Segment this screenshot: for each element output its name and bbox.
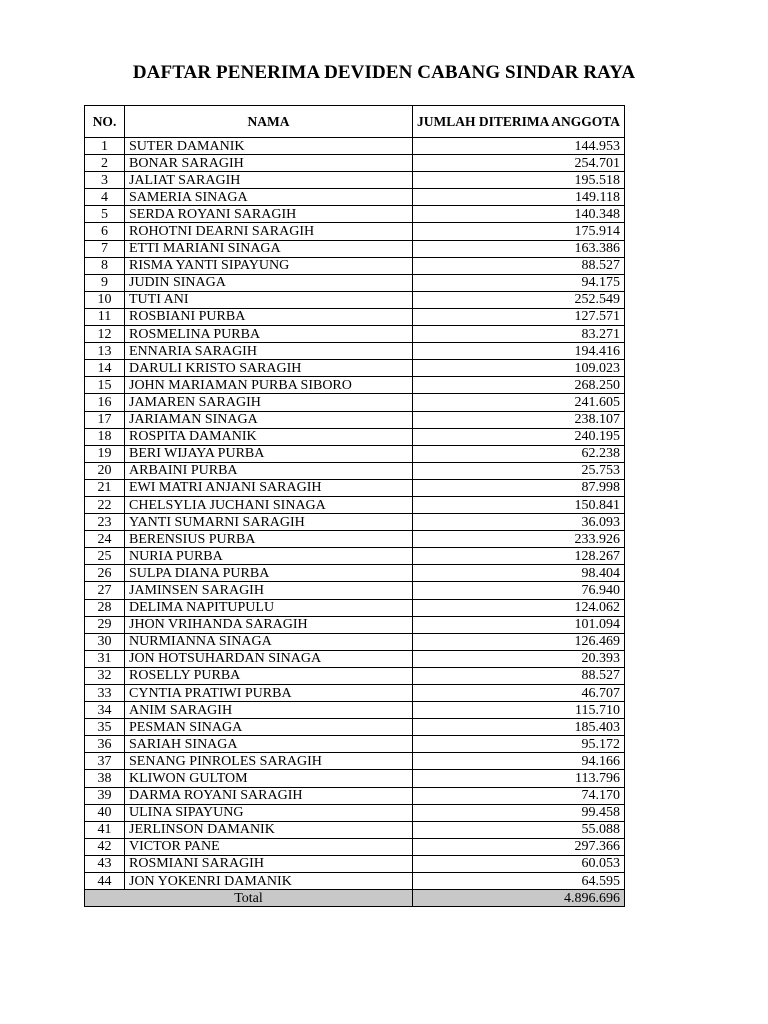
- recipient-name: JALIAT SARAGIH: [125, 172, 413, 189]
- row-number: 4: [85, 189, 125, 206]
- row-number: 37: [85, 753, 125, 770]
- amount-received: 127.571: [413, 308, 625, 325]
- amount-received: 94.166: [413, 753, 625, 770]
- amount-received: 64.595: [413, 873, 625, 890]
- recipient-name: ROSMELINA PURBA: [125, 326, 413, 343]
- amount-received: 140.348: [413, 206, 625, 223]
- table-body: [85, 138, 625, 890]
- recipient-name: SAMERIA SINAGA: [125, 189, 413, 206]
- recipient-name: DARULI KRISTO SARAGIH: [125, 360, 413, 377]
- row-number: 15: [85, 377, 125, 394]
- amount-received: 195.518: [413, 172, 625, 189]
- table-row: [85, 326, 625, 343]
- row-number: 12: [85, 326, 125, 343]
- amount-received: 194.416: [413, 343, 625, 360]
- recipient-name: ROHOTNI DEARNI SARAGIH: [125, 223, 413, 240]
- row-number: 16: [85, 394, 125, 411]
- table-row: [85, 377, 625, 394]
- amount-received: 99.458: [413, 804, 625, 821]
- amount-received: 74.170: [413, 787, 625, 804]
- recipient-name: SUTER DAMANIK: [125, 138, 413, 155]
- recipient-name: JUDIN SINAGA: [125, 274, 413, 291]
- table-row: [85, 565, 625, 582]
- table-header-row: [85, 106, 625, 138]
- row-number: 25: [85, 548, 125, 565]
- table-row: [85, 719, 625, 736]
- row-number: 5: [85, 206, 125, 223]
- recipient-name: SARIAH SINAGA: [125, 736, 413, 753]
- recipient-name: JARIAMAN SINAGA: [125, 411, 413, 428]
- document-title: DAFTAR PENERIMA DEVIDEN CABANG SINDAR RAYA: [132, 62, 636, 83]
- row-number: 39: [85, 787, 125, 804]
- amount-received: 98.404: [413, 565, 625, 582]
- amount-received: 115.710: [413, 702, 625, 719]
- amount-received: 128.267: [413, 548, 625, 565]
- recipient-name: JAMAREN SARAGIH: [125, 394, 413, 411]
- recipient-name: JOHN MARIAMAN PURBA SIBORO: [125, 377, 413, 394]
- table-row: [85, 411, 625, 428]
- amount-received: 268.250: [413, 377, 625, 394]
- recipient-name: ETTI MARIANI SINAGA: [125, 240, 413, 257]
- amount-received: 25.753: [413, 462, 625, 479]
- amount-received: 175.914: [413, 223, 625, 240]
- recipient-name: ROSBIANI PURBA: [125, 308, 413, 325]
- recipient-name: PESMAN SINAGA: [125, 719, 413, 736]
- table-row: [85, 633, 625, 650]
- amount-received: 55.088: [413, 821, 625, 838]
- table-row: [85, 291, 625, 308]
- amount-received: 126.469: [413, 633, 625, 650]
- recipient-name: DELIMA NAPITUPULU: [125, 599, 413, 616]
- table-row: [85, 531, 625, 548]
- table-row: [85, 394, 625, 411]
- row-number: 44: [85, 873, 125, 890]
- table-row: [85, 462, 625, 479]
- table-row: [85, 838, 625, 855]
- table-row: [85, 514, 625, 531]
- recipient-name: ANIM SARAGIH: [125, 702, 413, 719]
- amount-received: 60.053: [413, 855, 625, 872]
- amount-received: 76.940: [413, 582, 625, 599]
- amount-received: 144.953: [413, 138, 625, 155]
- table-row: [85, 821, 625, 838]
- column-header-name: NAMA: [125, 106, 413, 138]
- row-number: 7: [85, 240, 125, 257]
- table-row: [85, 770, 625, 787]
- row-number: 10: [85, 291, 125, 308]
- amount-received: 62.238: [413, 445, 625, 462]
- table-row: [85, 308, 625, 325]
- recipient-name: VICTOR PANE: [125, 838, 413, 855]
- row-number: 35: [85, 719, 125, 736]
- row-number: 23: [85, 514, 125, 531]
- recipient-name: EWI MATRI ANJANI SARAGIH: [125, 479, 413, 496]
- table-row: [85, 599, 625, 616]
- amount-received: 185.403: [413, 719, 625, 736]
- amount-received: 238.107: [413, 411, 625, 428]
- row-number: 19: [85, 445, 125, 462]
- row-number: 8: [85, 257, 125, 274]
- recipients-table: [84, 105, 625, 907]
- recipient-name: ENNARIA SARAGIH: [125, 343, 413, 360]
- table-row: [85, 685, 625, 702]
- table-row: [85, 428, 625, 445]
- table-row: [85, 736, 625, 753]
- row-number: 26: [85, 565, 125, 582]
- table-row: [85, 855, 625, 872]
- table-row: [85, 616, 625, 633]
- row-number: 41: [85, 821, 125, 838]
- amount-received: 36.093: [413, 514, 625, 531]
- amount-received: 233.926: [413, 531, 625, 548]
- row-number: 28: [85, 599, 125, 616]
- recipient-name: ARBAINI PURBA: [125, 462, 413, 479]
- table-row: [85, 138, 625, 155]
- amount-received: 83.271: [413, 326, 625, 343]
- table-row: [85, 257, 625, 274]
- amount-received: 124.062: [413, 599, 625, 616]
- table-row: [85, 343, 625, 360]
- table-row: [85, 189, 625, 206]
- row-number: 24: [85, 531, 125, 548]
- amount-received: 150.841: [413, 496, 625, 513]
- row-number: 9: [85, 274, 125, 291]
- recipient-name: JON HOTSUHARDAN SINAGA: [125, 650, 413, 667]
- amount-received: 149.118: [413, 189, 625, 206]
- recipient-name: RISMA YANTI SIPAYUNG: [125, 257, 413, 274]
- table-row: [85, 582, 625, 599]
- table-row: [85, 650, 625, 667]
- row-number: 43: [85, 855, 125, 872]
- table-row: [85, 496, 625, 513]
- row-number: 13: [85, 343, 125, 360]
- row-number: 27: [85, 582, 125, 599]
- recipient-name: KLIWON GULTOM: [125, 770, 413, 787]
- row-number: 22: [85, 496, 125, 513]
- row-number: 29: [85, 616, 125, 633]
- recipient-name: ULINA SIPAYUNG: [125, 804, 413, 821]
- recipient-name: DARMA ROYANI SARAGIH: [125, 787, 413, 804]
- row-number: 30: [85, 633, 125, 650]
- table-row: [85, 274, 625, 291]
- recipient-name: JON YOKENRI DAMANIK: [125, 873, 413, 890]
- recipient-name: JHON VRIHANDA SARAGIH: [125, 616, 413, 633]
- table-row: [85, 240, 625, 257]
- amount-received: 240.195: [413, 428, 625, 445]
- row-number: 14: [85, 360, 125, 377]
- recipient-name: SERDA ROYANI SARAGIH: [125, 206, 413, 223]
- recipient-name: ROSMIANI SARAGIH: [125, 855, 413, 872]
- row-number: 6: [85, 223, 125, 240]
- row-number: 38: [85, 770, 125, 787]
- recipient-name: YANTI SUMARNI SARAGIH: [125, 514, 413, 531]
- table-row: [85, 223, 625, 240]
- table-row: [85, 206, 625, 223]
- amount-received: 46.707: [413, 685, 625, 702]
- row-number: 18: [85, 428, 125, 445]
- table-row: [85, 479, 625, 496]
- row-number: 42: [85, 838, 125, 855]
- row-number: 36: [85, 736, 125, 753]
- table-row: [85, 445, 625, 462]
- amount-received: 95.172: [413, 736, 625, 753]
- table-row: [85, 548, 625, 565]
- recipient-name: TUTI ANI: [125, 291, 413, 308]
- row-number: 20: [85, 462, 125, 479]
- amount-received: 88.527: [413, 257, 625, 274]
- amount-received: 241.605: [413, 394, 625, 411]
- amount-received: 254.701: [413, 155, 625, 172]
- row-number: 34: [85, 702, 125, 719]
- amount-received: 297.366: [413, 838, 625, 855]
- table-row: [85, 172, 625, 189]
- recipient-name: NURMIANNA SINAGA: [125, 633, 413, 650]
- recipient-name: SENANG PINROLES SARAGIH: [125, 753, 413, 770]
- recipient-name: CHELSYLIA JUCHANI SINAGA: [125, 496, 413, 513]
- amount-received: 113.796: [413, 770, 625, 787]
- row-number: 1: [85, 138, 125, 155]
- recipient-name: CYNTIA PRATIWI PURBA: [125, 685, 413, 702]
- amount-received: 20.393: [413, 650, 625, 667]
- row-number: 21: [85, 479, 125, 496]
- table-row: [85, 787, 625, 804]
- recipient-name: ROSELLY PURBA: [125, 667, 413, 684]
- amount-received: 87.998: [413, 479, 625, 496]
- table-row: [85, 667, 625, 684]
- amount-received: 163.386: [413, 240, 625, 257]
- amount-received: 101.094: [413, 616, 625, 633]
- recipient-name: SULPA DIANA PURBA: [125, 565, 413, 582]
- row-number: 3: [85, 172, 125, 189]
- row-number: 2: [85, 155, 125, 172]
- column-header-amount: JUMLAH DITERIMA ANGGOTA: [413, 106, 625, 138]
- recipient-name: BONAR SARAGIH: [125, 155, 413, 172]
- recipient-name: BERENSIUS PURBA: [125, 531, 413, 548]
- table-row: [85, 360, 625, 377]
- table-row: [85, 155, 625, 172]
- recipient-name: NURIA PURBA: [125, 548, 413, 565]
- table-row: [85, 804, 625, 821]
- amount-received: 94.175: [413, 274, 625, 291]
- recipient-name: BERI WIJAYA PURBA: [125, 445, 413, 462]
- row-number: 31: [85, 650, 125, 667]
- total-row: [85, 890, 625, 907]
- row-number: 33: [85, 685, 125, 702]
- total-label: Total: [85, 890, 413, 907]
- column-header-no: NO.: [85, 106, 125, 138]
- table-row: [85, 753, 625, 770]
- recipient-name: ROSPITA DAMANIK: [125, 428, 413, 445]
- row-number: 32: [85, 667, 125, 684]
- row-number: 11: [85, 308, 125, 325]
- table-row: [85, 702, 625, 719]
- recipient-name: JERLINSON DAMANIK: [125, 821, 413, 838]
- amount-received: 88.527: [413, 667, 625, 684]
- amount-received: 109.023: [413, 360, 625, 377]
- row-number: 17: [85, 411, 125, 428]
- total-amount: 4.896.696: [413, 890, 625, 907]
- amount-received: 252.549: [413, 291, 625, 308]
- row-number: 40: [85, 804, 125, 821]
- recipient-name: JAMINSEN SARAGIH: [125, 582, 413, 599]
- table-row: [85, 873, 625, 890]
